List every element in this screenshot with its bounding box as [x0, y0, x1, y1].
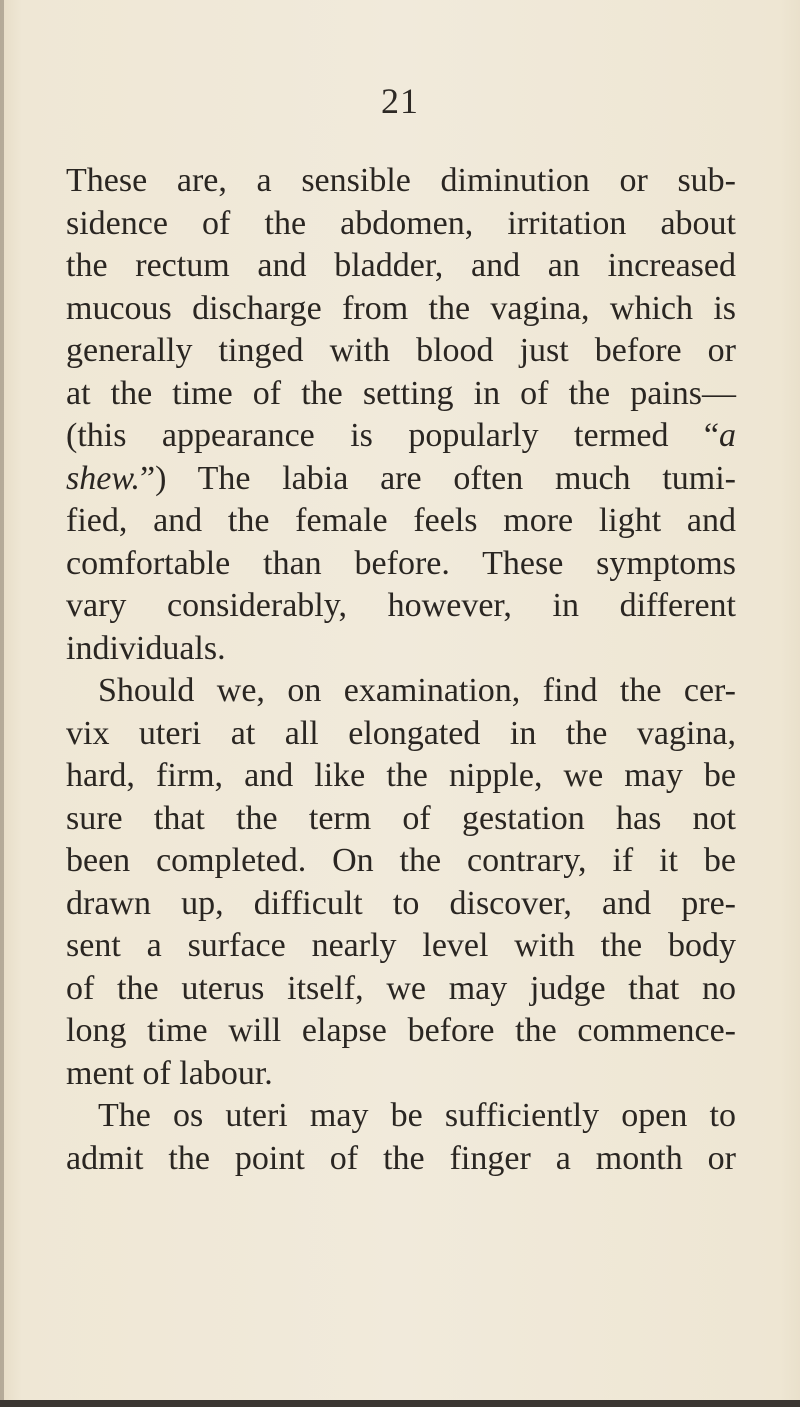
text-line: The os uteri may be sufficiently open to [98, 1097, 736, 1134]
italic-word: shew. [66, 459, 140, 497]
page-number: 21 [381, 81, 419, 121]
text-line: drawn up, difficult to discover, and pre- [66, 884, 736, 922]
text-line: (this appearance is popularly termed “a [66, 417, 736, 454]
text-line: vix uteri at all elongated in the vagina, [66, 714, 736, 752]
text-line: individuals. [66, 629, 226, 667]
body-text [66, 160, 736, 1180]
page-bottom-edge [0, 1400, 800, 1407]
text-line: long time will elapse before the commence- [66, 1012, 736, 1049]
text-line: the rectum and bladder, and an increased [66, 247, 736, 284]
text-line: hard, firm, and like the nipple, we may be [66, 757, 736, 794]
text-line: sure that the term of gestation has not [66, 799, 736, 837]
italic-word: a [719, 417, 736, 454]
text-line: been completed. On the contrary, if it be [66, 842, 736, 879]
text-line: shew.”) The labia are often much tumi- [66, 459, 736, 497]
text-line: of the uterus itself, we may judge that no [66, 969, 736, 1007]
text-line: admit the point of the finger a month or [66, 1139, 736, 1177]
text-line: sent a surface nearly level with the body [66, 927, 736, 964]
text-line: These are, a sensible diminution or sub- [66, 162, 736, 199]
text-line: vary considerably, however, in different [66, 587, 736, 624]
text-line: comfortable than before. These symptoms [66, 544, 736, 582]
text-line: mucous discharge from the vagina, which is [66, 289, 736, 327]
text-line: sidence of the abdomen, irritation about [66, 204, 736, 242]
text-line: Should we, on examination, find the cer- [98, 672, 736, 709]
text-line: fied, and the female feels more light and [66, 502, 736, 539]
text-line: generally tinged with blood just before or [66, 332, 736, 369]
page-left-edge-shadow [0, 0, 4, 1407]
text-line: ment of labour. [66, 1054, 273, 1092]
text-line: at the time of the setting in of the pains— [66, 374, 736, 412]
